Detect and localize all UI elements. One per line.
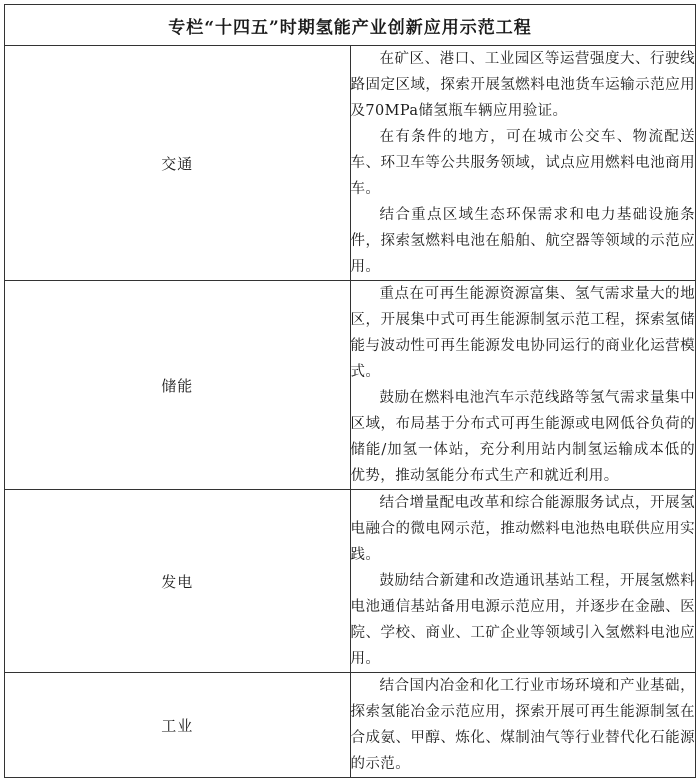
category-power: 发电	[5, 490, 351, 673]
category-transport: 交通	[5, 46, 351, 281]
paragraph: 结合增量配电改革和综合能源服务试点，开展氢电融合的微电网示范，推动燃料电池热电联供应用实践。	[350, 495, 695, 563]
paragraph: 结合国内冶金和化工行业市场环境和产业基础，探索氢能冶金示范应用，探索开展可再生能源制氢在合成氨、甲醇、炼化、煤制油气等行业替代化石能源的示范。	[350, 678, 695, 772]
category-industry: 工业	[5, 673, 351, 778]
table-title: 专栏“十四五”时期氢能产业创新应用示范工程	[5, 5, 696, 46]
paragraph: 鼓励结合新建和改造通讯基站工程，开展氢燃料电池通信基站备用电源示范应用，并逐步在金融、医院、学校、商业、工矿企业等领域引入氢燃料电池应用。	[350, 573, 695, 667]
table-row-power	[5, 490, 696, 673]
paragraph: 重点在可再生能源资源富集、氢气需求量大的地区，开展集中式可再生能源制氢示范工程，探索氢储能与波动性可再生能源发电协同运行的商业化运营模式。	[350, 286, 695, 380]
category-storage: 储能	[5, 281, 351, 490]
content-storage	[350, 281, 696, 490]
paragraph: 在有条件的地方，可在城市公交车、物流配送车、环卫车等公共服务领域，试点应用燃料电池商用车。	[350, 129, 695, 197]
paragraph: 结合重点区域生态环保需求和电力基础设施条件，探索氢燃料电池在船舶、航空器等领域的示范应用。	[350, 207, 695, 275]
table-row-transport	[5, 46, 696, 281]
content-industry	[350, 673, 696, 778]
table-row-industry	[5, 673, 696, 778]
program-table	[4, 4, 696, 778]
paragraph: 鼓励在燃料电池汽车示范线路等氢气需求量集中区域，布局基于分布式可再生能源或电网低谷负荷的储能/加氢一体站，充分利用站内制氢运输成本低的优势，推动氢能分布式生产和就近利用。	[350, 390, 695, 484]
paragraph: 在矿区、港口、工业园区等运营强度大、行驶线路固定区域，探索开展氢燃料电池货车运输示范应用及70MPa储氢瓶车辆应用验证。	[350, 51, 695, 119]
content-power	[350, 490, 696, 673]
table-row-storage	[5, 281, 696, 490]
content-transport	[350, 46, 696, 281]
